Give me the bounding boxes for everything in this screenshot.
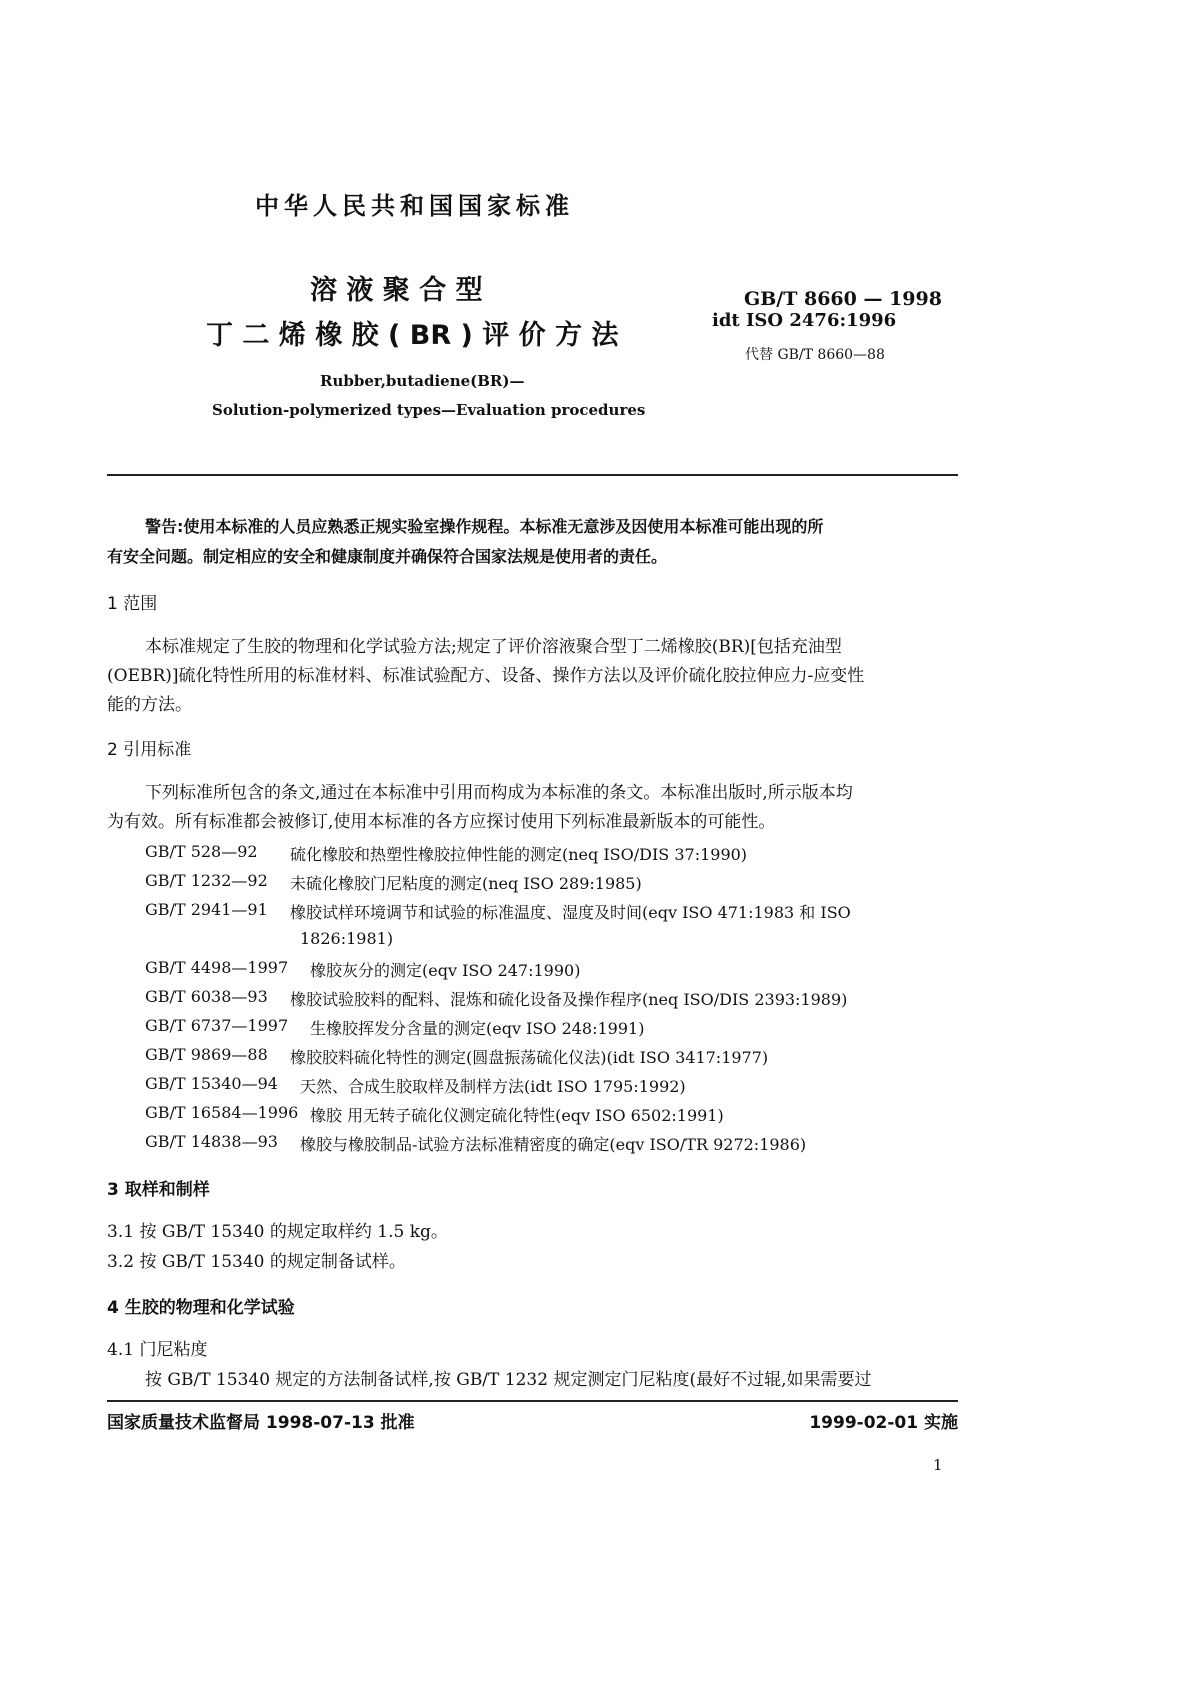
english-title-line-1: Rubber,butadiene(BR)—: [320, 372, 525, 390]
reference-title: 未硫化橡胶门尼粘度的测定(neq ISO 289:1985): [290, 874, 642, 893]
reference-title: 橡胶与橡胶制品-试验方法标准精密度的确定(eqv ISO/TR 9272:1986): [300, 1135, 807, 1154]
page-number: 1: [933, 1456, 943, 1474]
reference-title: 生橡胶挥发分含量的测定(eqv ISO 248:1991): [310, 1019, 645, 1038]
header-divider: [107, 474, 958, 476]
reference-code: GB/T 4498—1997: [145, 958, 289, 977]
standard-number: GB/T 8660 — 1998: [744, 288, 942, 310]
title-line-1: 溶 液 聚 合 型: [310, 275, 483, 306]
reference-title: 橡胶试验胶料的配料、混炼和硫化设备及操作程序(neq ISO/DIS 2393:1989): [290, 990, 848, 1009]
english-title-line-2: Solution-polymerized types—Evaluation procedures: [212, 401, 646, 419]
reference-code: GB/T 9869—88: [145, 1045, 268, 1064]
section-1-text: 本标准规定了生胶的物理和化学试验方法;规定了评价溶液聚合型丁二烯橡胶(BR)[包括充油型: [145, 637, 842, 657]
section-2-text: 下列标准所包含的条文,通过在本标准中引用而构成为本标准的条文。本标准出版时,所示版本均: [145, 783, 853, 803]
reference-code: GB/T 2941—91: [145, 900, 268, 919]
reference-code: GB/T 1232—92: [145, 871, 268, 890]
effective-date: 1999-02-01 实施: [809, 1413, 958, 1433]
reference-code: GB/T 528—92: [145, 842, 258, 861]
section-2-heading: 2 引用标准: [107, 740, 192, 760]
clause-3-1: 3.1 按 GB/T 15340 的规定取样约 1.5 kg。: [107, 1222, 448, 1242]
reference-title: 橡胶试样环境调节和试验的标准温度、湿度及时间(eqv ISO 471:1983 和 ISO: [290, 903, 851, 922]
reference-code: GB/T 6737—1997: [145, 1016, 289, 1035]
footer-divider: [107, 1400, 958, 1402]
reference-title: 天然、合成生胶取样及制样方法(idt ISO 1795:1992): [300, 1077, 686, 1096]
reference-title: 橡胶胶料硫化特性的测定(圆盘振荡硫化仪法)(idt ISO 3417:1977): [290, 1048, 769, 1067]
clause-4-1-text: 按 GB/T 15340 规定的方法制备试样,按 GB/T 1232 规定测定门尼粘度(最好不过辊,如果需要过: [145, 1370, 872, 1390]
approval-date: 国家质量技术监督局 1998-07-13 批准: [107, 1413, 415, 1433]
reference-title: 硫化橡胶和热塑性橡胶拉伸性能的测定(neq ISO/DIS 37:1990): [290, 845, 748, 864]
reference-title-continued: 1826:1981): [300, 929, 394, 948]
clause-4-1-heading: 4.1 门尼粘度: [107, 1340, 208, 1360]
clause-3-2: 3.2 按 GB/T 15340 的规定制备试样。: [107, 1252, 406, 1272]
section-2-text: 为有效。所有标准都会被修订,使用本标准的各方应探讨使用下列标准最新版本的可能性。: [107, 812, 776, 832]
warning-line-1: 警告:使用本标准的人员应熟悉正规实验室操作规程。本标准无意涉及因使用本标准可能出现的所: [145, 517, 824, 536]
idt-iso-reference: idt ISO 2476:1996: [712, 310, 897, 331]
section-1-heading: 1 范围: [107, 594, 158, 614]
section-4-heading: 4 生胶的物理和化学试验: [107, 1298, 295, 1318]
reference-title: 橡胶 用无转子硫化仪测定硫化特性(eqv ISO 6502:1991): [310, 1106, 724, 1125]
warning-line-2: 有安全问题。制定相应的安全和健康制度并确保符合国家法规是使用者的责任。: [107, 547, 668, 566]
reference-code: GB/T 14838—93: [145, 1132, 278, 1151]
reference-code: GB/T 6038—93: [145, 987, 268, 1006]
replaces-standard: 代替 GB/T 8660—88: [745, 347, 885, 363]
national-standard-heading: 中华人民共和国国家标准: [255, 192, 574, 220]
reference-code: GB/T 15340—94: [145, 1074, 278, 1093]
section-3-heading: 3 取样和制样: [107, 1180, 210, 1200]
reference-code: GB/T 16584—1996: [145, 1103, 299, 1122]
section-1-text: 能的方法。: [107, 695, 192, 715]
section-1-text: (OEBR)]硫化特性所用的标准材料、标准试验配方、设备、操作方法以及评价硫化胶拉伸应力-应变性: [107, 666, 865, 686]
title-line-2: 丁 二 烯 橡 胶 ( BR ) 评 价 方 法: [206, 320, 619, 351]
reference-title: 橡胶灰分的测定(eqv ISO 247:1990): [310, 961, 581, 980]
